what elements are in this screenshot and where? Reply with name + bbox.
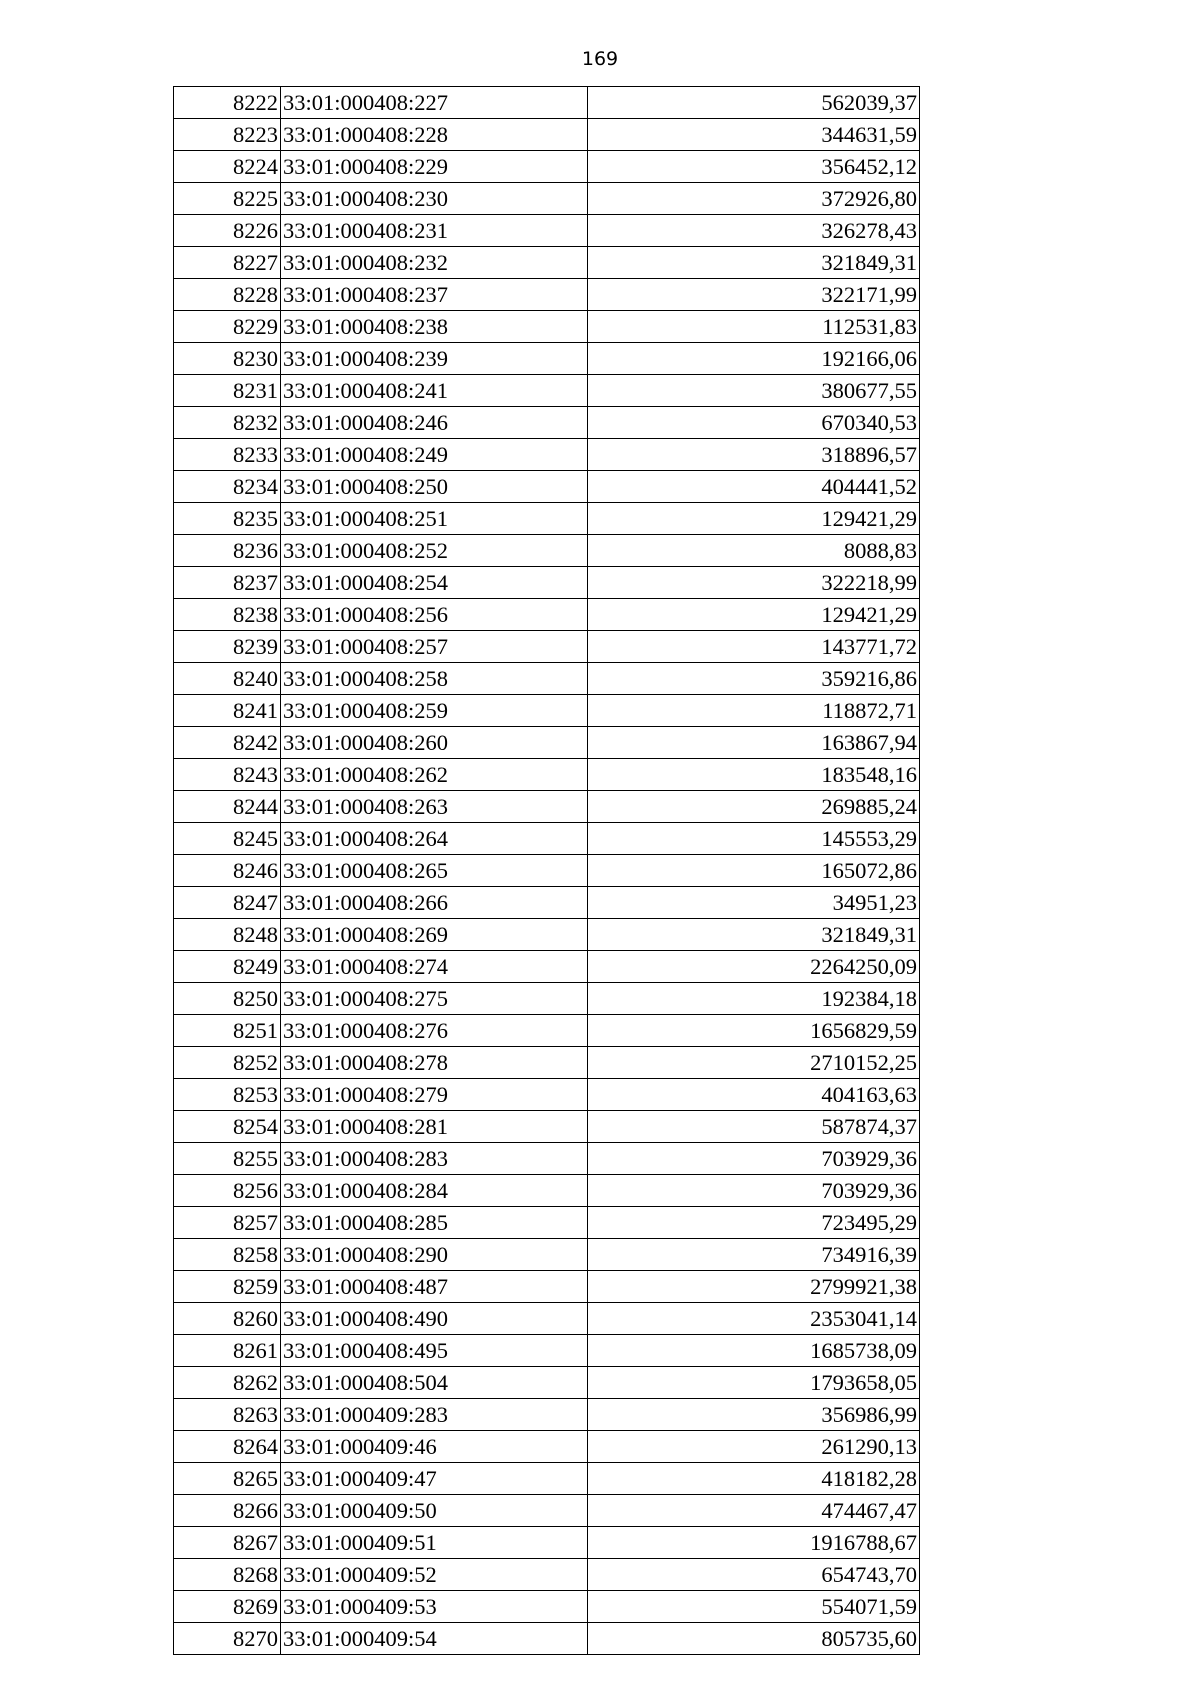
cadastral-number-cell: 33:01:000408:504 [281, 1367, 588, 1399]
cadastral-value-cell: 34951,23 [588, 887, 920, 919]
cadastral-value-cell: 118872,71 [588, 695, 920, 727]
row-number-cell: 8230 [174, 343, 281, 375]
cadastral-number-cell: 33:01:000408:256 [281, 599, 588, 631]
cadastral-value-cell: 183548,16 [588, 759, 920, 791]
page-number: 169 [581, 48, 619, 70]
table-row [174, 1303, 920, 1335]
table-row [174, 855, 920, 887]
row-number-cell: 8226 [174, 215, 281, 247]
table-row [174, 343, 920, 375]
cadastral-value-cell: 192384,18 [588, 983, 920, 1015]
table-row [174, 1591, 920, 1623]
cadastral-value-cell: 269885,24 [588, 791, 920, 823]
table-row [174, 695, 920, 727]
cadastral-number-cell: 33:01:000408:237 [281, 279, 588, 311]
table-row [174, 535, 920, 567]
cadastral-value-cell: 322218,99 [588, 567, 920, 599]
row-number-cell: 8227 [174, 247, 281, 279]
table-row [174, 1623, 920, 1655]
table-row [174, 407, 920, 439]
table-row [174, 439, 920, 471]
row-number-cell: 8232 [174, 407, 281, 439]
row-number-cell: 8229 [174, 311, 281, 343]
row-number-cell: 8253 [174, 1079, 281, 1111]
row-number-cell: 8240 [174, 663, 281, 695]
table-row [174, 1047, 920, 1079]
cadastral-value-cell: 670340,53 [588, 407, 920, 439]
row-number-cell: 8247 [174, 887, 281, 919]
cadastral-number-cell: 33:01:000408:250 [281, 471, 588, 503]
cadastral-value-cell: 321849,31 [588, 919, 920, 951]
cadastral-number-cell: 33:01:000408:283 [281, 1143, 588, 1175]
table-row [174, 599, 920, 631]
cadastral-number-cell: 33:01:000408:274 [281, 951, 588, 983]
row-number-cell: 8260 [174, 1303, 281, 1335]
cadastral-value-cell: 261290,13 [588, 1431, 920, 1463]
table-row [174, 1463, 920, 1495]
table-row [174, 727, 920, 759]
table-row [174, 1271, 920, 1303]
cadastral-number-cell: 33:01:000409:46 [281, 1431, 588, 1463]
row-number-cell: 8233 [174, 439, 281, 471]
cadastral-value-cell: 734916,39 [588, 1239, 920, 1271]
row-number-cell: 8268 [174, 1559, 281, 1591]
row-number-cell: 8223 [174, 119, 281, 151]
row-number-cell: 8266 [174, 1495, 281, 1527]
cadastral-number-cell: 33:01:000408:279 [281, 1079, 588, 1111]
cadastral-number-cell: 33:01:000408:260 [281, 727, 588, 759]
cadastral-number-cell: 33:01:000408:284 [281, 1175, 588, 1207]
cadastral-number-cell: 33:01:000408:259 [281, 695, 588, 727]
cadastral-number-cell: 33:01:000409:283 [281, 1399, 588, 1431]
cadastral-value-cell: 112531,83 [588, 311, 920, 343]
cadastral-value-cell: 359216,86 [588, 663, 920, 695]
cadastral-value-cell: 2710152,25 [588, 1047, 920, 1079]
cadastral-number-cell: 33:01:000408:228 [281, 119, 588, 151]
row-number-cell: 8224 [174, 151, 281, 183]
table-row [174, 311, 920, 343]
cadastral-value-cell: 356986,99 [588, 1399, 920, 1431]
cadastral-number-cell: 33:01:000408:262 [281, 759, 588, 791]
cadastral-value-cell: 192166,06 [588, 343, 920, 375]
cadastral-value-cell: 380677,55 [588, 375, 920, 407]
cadastral-value-cell: 1916788,67 [588, 1527, 920, 1559]
cadastral-value-cell: 418182,28 [588, 1463, 920, 1495]
cadastral-number-cell: 33:01:000409:51 [281, 1527, 588, 1559]
row-number-cell: 8237 [174, 567, 281, 599]
cadastral-number-cell: 33:01:000408:238 [281, 311, 588, 343]
table-row [174, 631, 920, 663]
row-number-cell: 8234 [174, 471, 281, 503]
cadastral-number-cell: 33:01:000408:231 [281, 215, 588, 247]
table-row [174, 791, 920, 823]
row-number-cell: 8262 [174, 1367, 281, 1399]
cadastral-number-cell: 33:01:000408:258 [281, 663, 588, 695]
cadastral-value-cell: 723495,29 [588, 1207, 920, 1239]
table-row [174, 151, 920, 183]
cadastral-number-cell: 33:01:000409:54 [281, 1623, 588, 1655]
cadastral-value-cell: 145553,29 [588, 823, 920, 855]
table-row [174, 1431, 920, 1463]
row-number-cell: 8250 [174, 983, 281, 1015]
table-row [174, 823, 920, 855]
table-row [174, 759, 920, 791]
cadastral-value-cell: 356452,12 [588, 151, 920, 183]
cadastral-number-cell: 33:01:000408:281 [281, 1111, 588, 1143]
cadastral-value-cell: 1685738,09 [588, 1335, 920, 1367]
row-number-cell: 8239 [174, 631, 281, 663]
table-row [174, 1367, 920, 1399]
row-number-cell: 8246 [174, 855, 281, 887]
row-number-cell: 8259 [174, 1271, 281, 1303]
table-row [174, 279, 920, 311]
cadastral-value-cell: 2353041,14 [588, 1303, 920, 1335]
cadastral-number-cell: 33:01:000408:241 [281, 375, 588, 407]
row-number-cell: 8264 [174, 1431, 281, 1463]
table-row [174, 1079, 920, 1111]
row-number-cell: 8263 [174, 1399, 281, 1431]
cadastral-value-table [173, 86, 920, 1655]
cadastral-number-cell: 33:01:000408:276 [281, 1015, 588, 1047]
cadastral-number-cell: 33:01:000408:257 [281, 631, 588, 663]
table-row [174, 951, 920, 983]
table-row [174, 1559, 920, 1591]
table-row [174, 375, 920, 407]
table-row [174, 983, 920, 1015]
row-number-cell: 8267 [174, 1527, 281, 1559]
cadastral-value-cell: 1656829,59 [588, 1015, 920, 1047]
cadastral-number-cell: 33:01:000408:249 [281, 439, 588, 471]
cadastral-value-cell: 318896,57 [588, 439, 920, 471]
row-number-cell: 8252 [174, 1047, 281, 1079]
table-row [174, 247, 920, 279]
row-number-cell: 8255 [174, 1143, 281, 1175]
cadastral-value-cell: 404163,63 [588, 1079, 920, 1111]
cadastral-value-cell: 8088,83 [588, 535, 920, 567]
cadastral-number-cell: 33:01:000409:53 [281, 1591, 588, 1623]
table-row [174, 663, 920, 695]
table-row [174, 1015, 920, 1047]
row-number-cell: 8269 [174, 1591, 281, 1623]
cadastral-value-cell: 703929,36 [588, 1175, 920, 1207]
row-number-cell: 8243 [174, 759, 281, 791]
row-number-cell: 8242 [174, 727, 281, 759]
cadastral-number-cell: 33:01:000408:265 [281, 855, 588, 887]
row-number-cell: 8228 [174, 279, 281, 311]
row-number-cell: 8225 [174, 183, 281, 215]
cadastral-value-cell: 344631,59 [588, 119, 920, 151]
row-number-cell: 8231 [174, 375, 281, 407]
cadastral-value-cell: 322171,99 [588, 279, 920, 311]
table-row [174, 1495, 920, 1527]
row-number-cell: 8257 [174, 1207, 281, 1239]
table-row [174, 1239, 920, 1271]
cadastral-number-cell: 33:01:000408:266 [281, 887, 588, 919]
cadastral-number-cell: 33:01:000408:490 [281, 1303, 588, 1335]
cadastral-value-cell: 1793658,05 [588, 1367, 920, 1399]
table-row [174, 503, 920, 535]
cadastral-value-cell: 321849,31 [588, 247, 920, 279]
table-row [174, 919, 920, 951]
table-row [174, 1111, 920, 1143]
cadastral-value-cell: 372926,80 [588, 183, 920, 215]
cadastral-number-cell: 33:01:000409:52 [281, 1559, 588, 1591]
cadastral-number-cell: 33:01:000408:239 [281, 343, 588, 375]
cadastral-number-cell: 33:01:000408:290 [281, 1239, 588, 1271]
cadastral-value-cell: 404441,52 [588, 471, 920, 503]
table-row [174, 1335, 920, 1367]
row-number-cell: 8248 [174, 919, 281, 951]
cadastral-value-cell: 562039,37 [588, 87, 920, 119]
cadastral-value-cell: 474467,47 [588, 1495, 920, 1527]
row-number-cell: 8261 [174, 1335, 281, 1367]
row-number-cell: 8235 [174, 503, 281, 535]
cadastral-number-cell: 33:01:000408:495 [281, 1335, 588, 1367]
row-number-cell: 8265 [174, 1463, 281, 1495]
row-number-cell: 8241 [174, 695, 281, 727]
row-number-cell: 8251 [174, 1015, 281, 1047]
table-row [174, 1399, 920, 1431]
row-number-cell: 8236 [174, 535, 281, 567]
cadastral-value-cell: 326278,43 [588, 215, 920, 247]
row-number-cell: 8254 [174, 1111, 281, 1143]
cadastral-number-cell: 33:01:000408:275 [281, 983, 588, 1015]
row-number-cell: 8238 [174, 599, 281, 631]
cadastral-number-cell: 33:01:000408:246 [281, 407, 588, 439]
cadastral-number-cell: 33:01:000408:269 [281, 919, 588, 951]
table-row [174, 1207, 920, 1239]
cadastral-number-cell: 33:01:000408:285 [281, 1207, 588, 1239]
row-number-cell: 8249 [174, 951, 281, 983]
cadastral-number-cell: 33:01:000408:251 [281, 503, 588, 535]
table-row [174, 1175, 920, 1207]
table-row [174, 87, 920, 119]
cadastral-value-cell: 163867,94 [588, 727, 920, 759]
row-number-cell: 8222 [174, 87, 281, 119]
table-row [174, 215, 920, 247]
table-row [174, 1527, 920, 1559]
cadastral-number-cell: 33:01:000408:263 [281, 791, 588, 823]
cadastral-value-cell: 2264250,09 [588, 951, 920, 983]
table-row [174, 183, 920, 215]
cadastral-number-cell: 33:01:000408:229 [281, 151, 588, 183]
cadastral-number-cell: 33:01:000408:227 [281, 87, 588, 119]
cadastral-number-cell: 33:01:000408:487 [281, 1271, 588, 1303]
cadastral-value-cell: 129421,29 [588, 503, 920, 535]
table-body [174, 87, 920, 1655]
row-number-cell: 8244 [174, 791, 281, 823]
row-number-cell: 8258 [174, 1239, 281, 1271]
cadastral-number-cell: 33:01:000408:278 [281, 1047, 588, 1079]
cadastral-number-cell: 33:01:000408:264 [281, 823, 588, 855]
row-number-cell: 8245 [174, 823, 281, 855]
cadastral-value-cell: 703929,36 [588, 1143, 920, 1175]
cadastral-number-cell: 33:01:000409:50 [281, 1495, 588, 1527]
cadastral-value-cell: 143771,72 [588, 631, 920, 663]
table-row [174, 887, 920, 919]
cadastral-number-cell: 33:01:000408:232 [281, 247, 588, 279]
cadastral-value-cell: 2799921,38 [588, 1271, 920, 1303]
cadastral-number-cell: 33:01:000409:47 [281, 1463, 588, 1495]
cadastral-value-cell: 165072,86 [588, 855, 920, 887]
row-number-cell: 8256 [174, 1175, 281, 1207]
cadastral-value-cell: 587874,37 [588, 1111, 920, 1143]
table-row [174, 119, 920, 151]
table-row [174, 471, 920, 503]
cadastral-value-cell: 805735,60 [588, 1623, 920, 1655]
table-row [174, 1143, 920, 1175]
cadastral-value-cell: 129421,29 [588, 599, 920, 631]
cadastral-number-cell: 33:01:000408:252 [281, 535, 588, 567]
cadastral-number-cell: 33:01:000408:254 [281, 567, 588, 599]
cadastral-value-cell: 554071,59 [588, 1591, 920, 1623]
cadastral-value-cell: 654743,70 [588, 1559, 920, 1591]
cadastral-number-cell: 33:01:000408:230 [281, 183, 588, 215]
table-row [174, 567, 920, 599]
row-number-cell: 8270 [174, 1623, 281, 1655]
